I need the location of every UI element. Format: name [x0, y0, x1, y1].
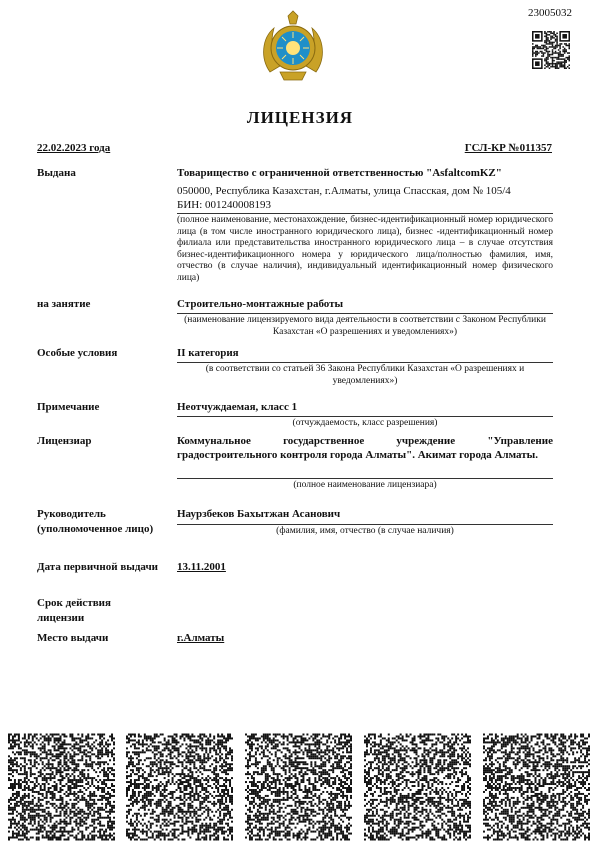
qr-code-small [532, 31, 570, 69]
qr-code-1 [8, 733, 115, 841]
activity-note: (наименование лицензируемого вида деятельности в соответствии с Законом Республики Казахстан «О разрешениях и уведомлениях») [177, 313, 553, 338]
first-issue-label: Дата первичной выдачи [37, 561, 159, 573]
issued-bin: БИН: 001240008193 [177, 199, 272, 211]
remark-value: Неотчуждаемая, класс 1 [177, 401, 298, 413]
issued-note: (полное наименование, местонахождение, бизнес-идентификационный номер юридического лица (в том числе иностранного юридического лица), бизнес -идентификационный номер филиала или представительства иностранного юридического лица – в случае отсутствия бизнес-идентификационного номера у юридического лица/полностью фамилия, имя, отчество (в случае наличия), индивидуальный идентификационный номер физического лица) [177, 215, 553, 283]
special-conditions-note: (в соответствии со статьей 36 Закона Республики Казахстан «О разрешениях и уведомлениях») [177, 362, 553, 387]
licensor-note: (полное наименование лицензиара) [177, 478, 553, 492]
activity-value: Строительно-монтажные работы [177, 298, 344, 310]
validity-label [37, 596, 111, 626]
head-value: Наурзбеков Бахытжан Асанович [177, 508, 341, 520]
head-label-line2: (уполномоченное лицо) [37, 523, 154, 535]
issued-label: Выдана [37, 167, 76, 179]
issued-address: 050000, Республика Казахстан, г.Алматы, улица Спасская, дом № 105/4 [177, 185, 511, 197]
licensor-value: Коммунальное государственное учреждение "Управление градостроительного контроля города Алматы". Акимат города Алматы. [177, 435, 553, 461]
state-emblem-icon [258, 10, 328, 86]
qr-code-5 [483, 733, 590, 841]
validity-label-line1: Срок действия [37, 597, 111, 609]
document-title: ЛИЦЕНЗИЯ [246, 108, 354, 127]
first-issue-value: 13.11.2001 [177, 561, 226, 573]
activity-label: на занятие [37, 298, 91, 310]
licensor-label: Лицензиар [37, 435, 92, 447]
remark-label: Примечание [37, 401, 100, 413]
license-number: ГСЛ-КР №011357 [464, 142, 552, 154]
special-conditions-value: II категория [177, 347, 239, 359]
head-label [37, 507, 153, 537]
document-number: 23005032 [528, 7, 572, 19]
head-note: (фамилия, имя, отчество (в случае наличия) [177, 524, 553, 538]
validity-label-line2: лицензии [37, 612, 85, 624]
issue-date: 22.02.2023 года [37, 142, 111, 154]
remark-note: (отчуждаемость, класс разрешения) [177, 416, 553, 430]
place-label: Место выдачи [37, 632, 109, 644]
issued-company: Товарищество с ограниченной ответственностью "AsfaltcomKZ" [177, 167, 502, 179]
qr-code-2 [126, 733, 233, 841]
place-value: г.Алматы [177, 632, 225, 644]
head-label-line1: Руководитель [37, 508, 106, 520]
qr-code-3 [245, 733, 352, 841]
special-conditions-label: Особые условия [37, 347, 118, 359]
qr-code-4 [364, 733, 471, 841]
